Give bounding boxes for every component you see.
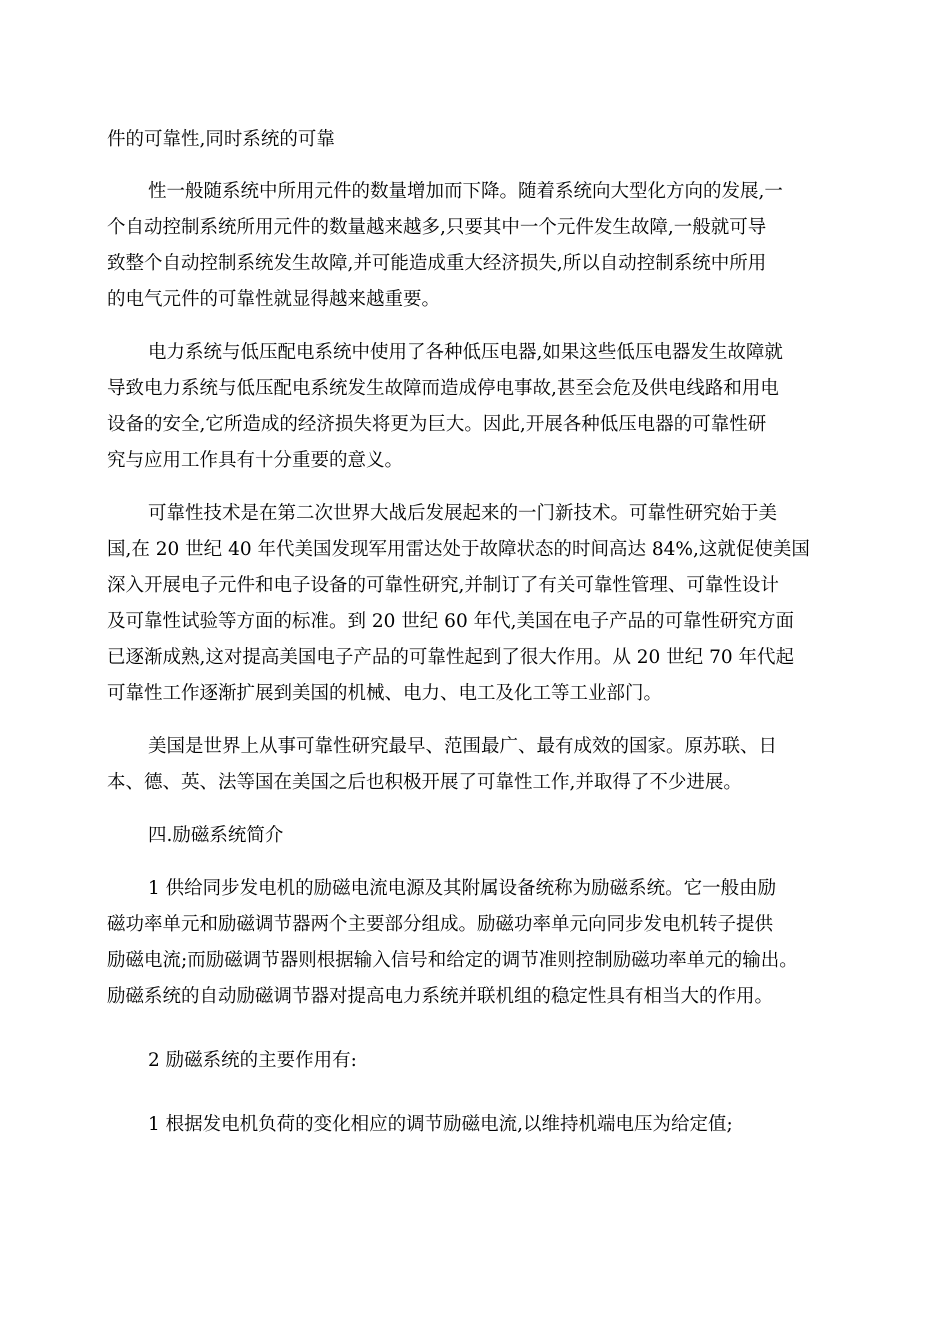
text-line: 可靠性工作逐渐扩展到美国的机械、电力、电工及化工等工业部门。 <box>107 683 663 704</box>
paragraph-excitation-definition <box>107 871 859 1015</box>
text-line: 电力系统与低压配电系统中使用了各种低压电器,如果这些低压电器发生故障就 <box>148 342 783 363</box>
text-line: 及可靠性试验等方面的标准。到 20 世纪 60 年代,美国在电子产品的可靠性研究方面 <box>107 611 794 632</box>
document-page <box>107 122 859 1143</box>
text-line: 2 励磁系统的主要作用有: <box>148 1050 357 1071</box>
text-line: 可靠性技术是在第二次世界大战后发展起来的一门新技术。可靠性研究始于美 <box>148 503 778 524</box>
text-line: 国,在 20 世纪 40 年代美国发现军用雷达处于故障状态的时间高达 84%,这就促使美国 <box>107 539 810 560</box>
text-line: 本、德、英、法等国在美国之后也积极开展了可靠性工作,并取得了不少进展。 <box>107 772 742 793</box>
paragraph-usa-leading <box>107 729 859 801</box>
text-line: 的电气元件的可靠性就显得越来越重要。 <box>107 289 441 310</box>
text-line: 1 供给同步发电机的励磁电流电源及其附属设备统称为励磁系统。它一般由励 <box>148 878 777 899</box>
text-line: 励磁电流;而励磁调节器则根据输入信号和给定的调节准则控制励磁功率单元的输出。 <box>107 950 798 971</box>
text-line: 深入开展电子元件和电子设备的可靠性研究,并制订了有关可靠性管理、可靠性设计 <box>107 575 779 596</box>
section-heading: 四.励磁系统简介 <box>148 825 284 846</box>
text-line: 导致电力系统与低压配电系统发生故障而造成停电事故,甚至会危及供电线路和用电 <box>107 378 779 399</box>
text-line: 励磁系统的自动励磁调节器对提高电力系统并联机组的稳定性具有相当大的作用。 <box>107 986 774 1007</box>
paragraph-continuation <box>107 122 859 158</box>
text-line: 性一般随系统中所用元件的数量增加而下降。随着系统向大型化方向的发展,一 <box>148 181 783 202</box>
text-line: 磁功率单元和励磁调节器两个主要部分组成。励磁功率单元向同步发电机转子提供 <box>107 914 774 935</box>
paragraph-low-voltage <box>107 335 859 479</box>
paragraph-reliability-components <box>107 174 859 318</box>
text-line: 设备的安全,它所造成的经济损失将更为巨大。因此,开展各种低压电器的可靠性研 <box>107 414 767 435</box>
text-line: 致整个自动控制系统发生故障,并可能造成重大经济损失,所以自动控制系统中所用 <box>107 253 767 274</box>
text-line: 个自动控制系统所用元件的数量越来越多,只要其中一个元件发生故障,一般就可导 <box>107 217 767 238</box>
text-line: 件的可靠性,同时系统的可靠 <box>107 129 335 150</box>
text-line: 已逐渐成熟,这对提高美国电子产品的可靠性起到了很大作用。从 20 世纪 70 年代起 <box>107 647 794 668</box>
section-heading-excitation <box>107 818 859 854</box>
paragraph-excitation-functions <box>107 1043 859 1079</box>
text-line: 美国是世界上从事可靠性研究最早、范围最广、最有成效的国家。原苏联、日 <box>148 736 778 757</box>
list-item-function-1 <box>107 1107 859 1143</box>
text-line: 1 根据发电机负荷的变化相应的调节励磁电流,以维持机端电压为给定值; <box>148 1114 733 1135</box>
text-line: 究与应用工作具有十分重要的意义。 <box>107 450 404 471</box>
paragraph-reliability-history <box>107 496 859 712</box>
